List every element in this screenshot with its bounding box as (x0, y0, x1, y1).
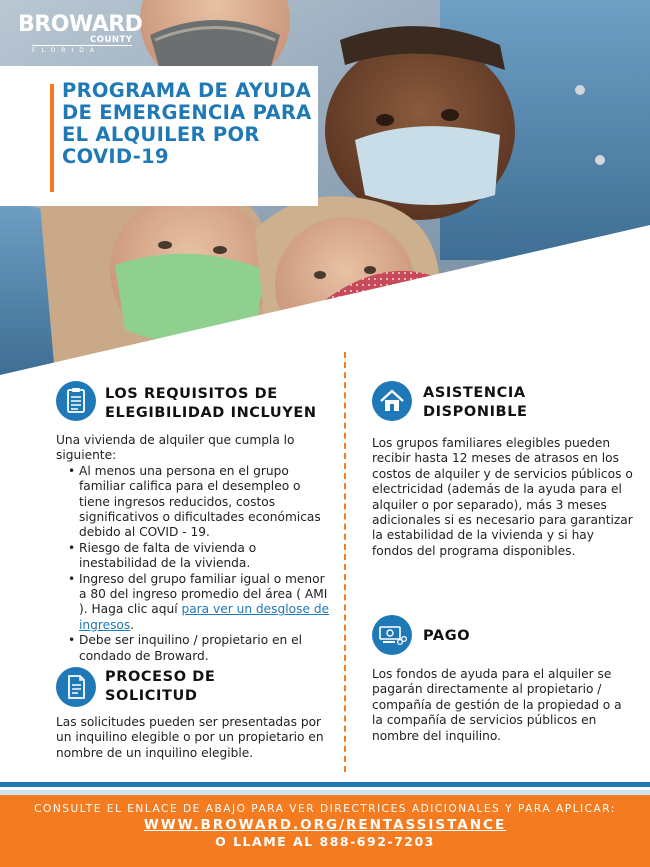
money-icon (372, 615, 412, 655)
assistance-text: Los grupos familiares elegibles pueden recibir hasta 12 meses de atrasos en los costos de alquiler y de servicios públicos o electricidad (además de la ayuda para el alquiler o por separado), más 3 meses adicionales si es necesario para garantizar la estabilidad de la vivienda y si hay fondos del programa disponibles. (372, 436, 633, 558)
process-heading (105, 668, 335, 706)
list-item: • Ingreso del grupo familiar igual o menor a 80 del ingreso promedio del área ( AMI ). Haga clic aquí para ver un desglose de ingresos. (79, 572, 332, 634)
list-item: • Riesgo de falta de vivienda o inestabilidad de la vivienda. (79, 541, 332, 572)
process-heading-line2: SOLICITUD (105, 688, 198, 704)
page-title: PROGRAMA DE AYUDA DE EMERGENCIA PARA EL ALQUILER POR COVID-19 (62, 79, 312, 168)
payment-heading: PAGO (423, 628, 471, 644)
process-heading-line1: PROCESO DE (105, 669, 216, 685)
column-divider (344, 352, 346, 772)
list-item: • Al menos una persona en el grupo familiar califica para el desempleo o tiene ingresos reducidos, costos significativos o dificultades económicas debido al COVID - 19. (79, 464, 332, 541)
document-icon (56, 667, 96, 707)
title-accent-bar (50, 84, 54, 192)
home-icon (372, 381, 412, 421)
footer-instruction: CONSULTE EL ENLACE DE ABAJO PARA VER DIRECTRICES ADICIONALES Y PARA APLICAR: (34, 803, 616, 815)
assistance-heading (423, 384, 623, 422)
phone-number: O LLAME AL 888-692-7203 (215, 834, 435, 849)
payment-text: Los fondos de ayuda para el alquiler se pagarán directamente al propietario / compañía de gestión de la propiedad o a la compañía de servicios públicos en nombre del inquilino. (372, 667, 622, 743)
logo-state: FLORIDA (32, 45, 132, 54)
income-breakdown-link[interactable]: para ver un desglose de ingresos (79, 602, 330, 632)
assistance-heading-line1: ASISTENCIA (423, 385, 526, 401)
title-box (0, 66, 318, 206)
checklist-icon (56, 381, 96, 421)
requirements-heading (105, 385, 335, 423)
requirements-heading-line1: LOS REQUISITOS DE (105, 386, 278, 402)
broward-county-logo (18, 12, 143, 54)
footer (0, 795, 650, 867)
rent-assistance-link[interactable]: WWW.BROWARD.ORG/RENTASSISTANCE (143, 817, 507, 833)
list-item: • Debe ser inquilino / propietario en el condado de Broward. (79, 633, 332, 664)
logo-county: COUNTY (90, 35, 133, 45)
process-text: Las solicitudes pueden ser presentadas por un inquilino elegible o por un propietario en nombre de un inquilino elegible. (56, 715, 324, 760)
requirements-heading-line2: ELEGIBILIDAD INCLUYEN (105, 405, 317, 421)
requirements-body (56, 433, 332, 664)
requirements-list (65, 464, 332, 664)
requirements-intro: Una vivienda de alquiler que cumpla lo siguiente: (56, 433, 295, 463)
logo-main: BROWARD (18, 12, 143, 37)
assistance-heading-line2: DISPONIBLE (423, 404, 528, 420)
